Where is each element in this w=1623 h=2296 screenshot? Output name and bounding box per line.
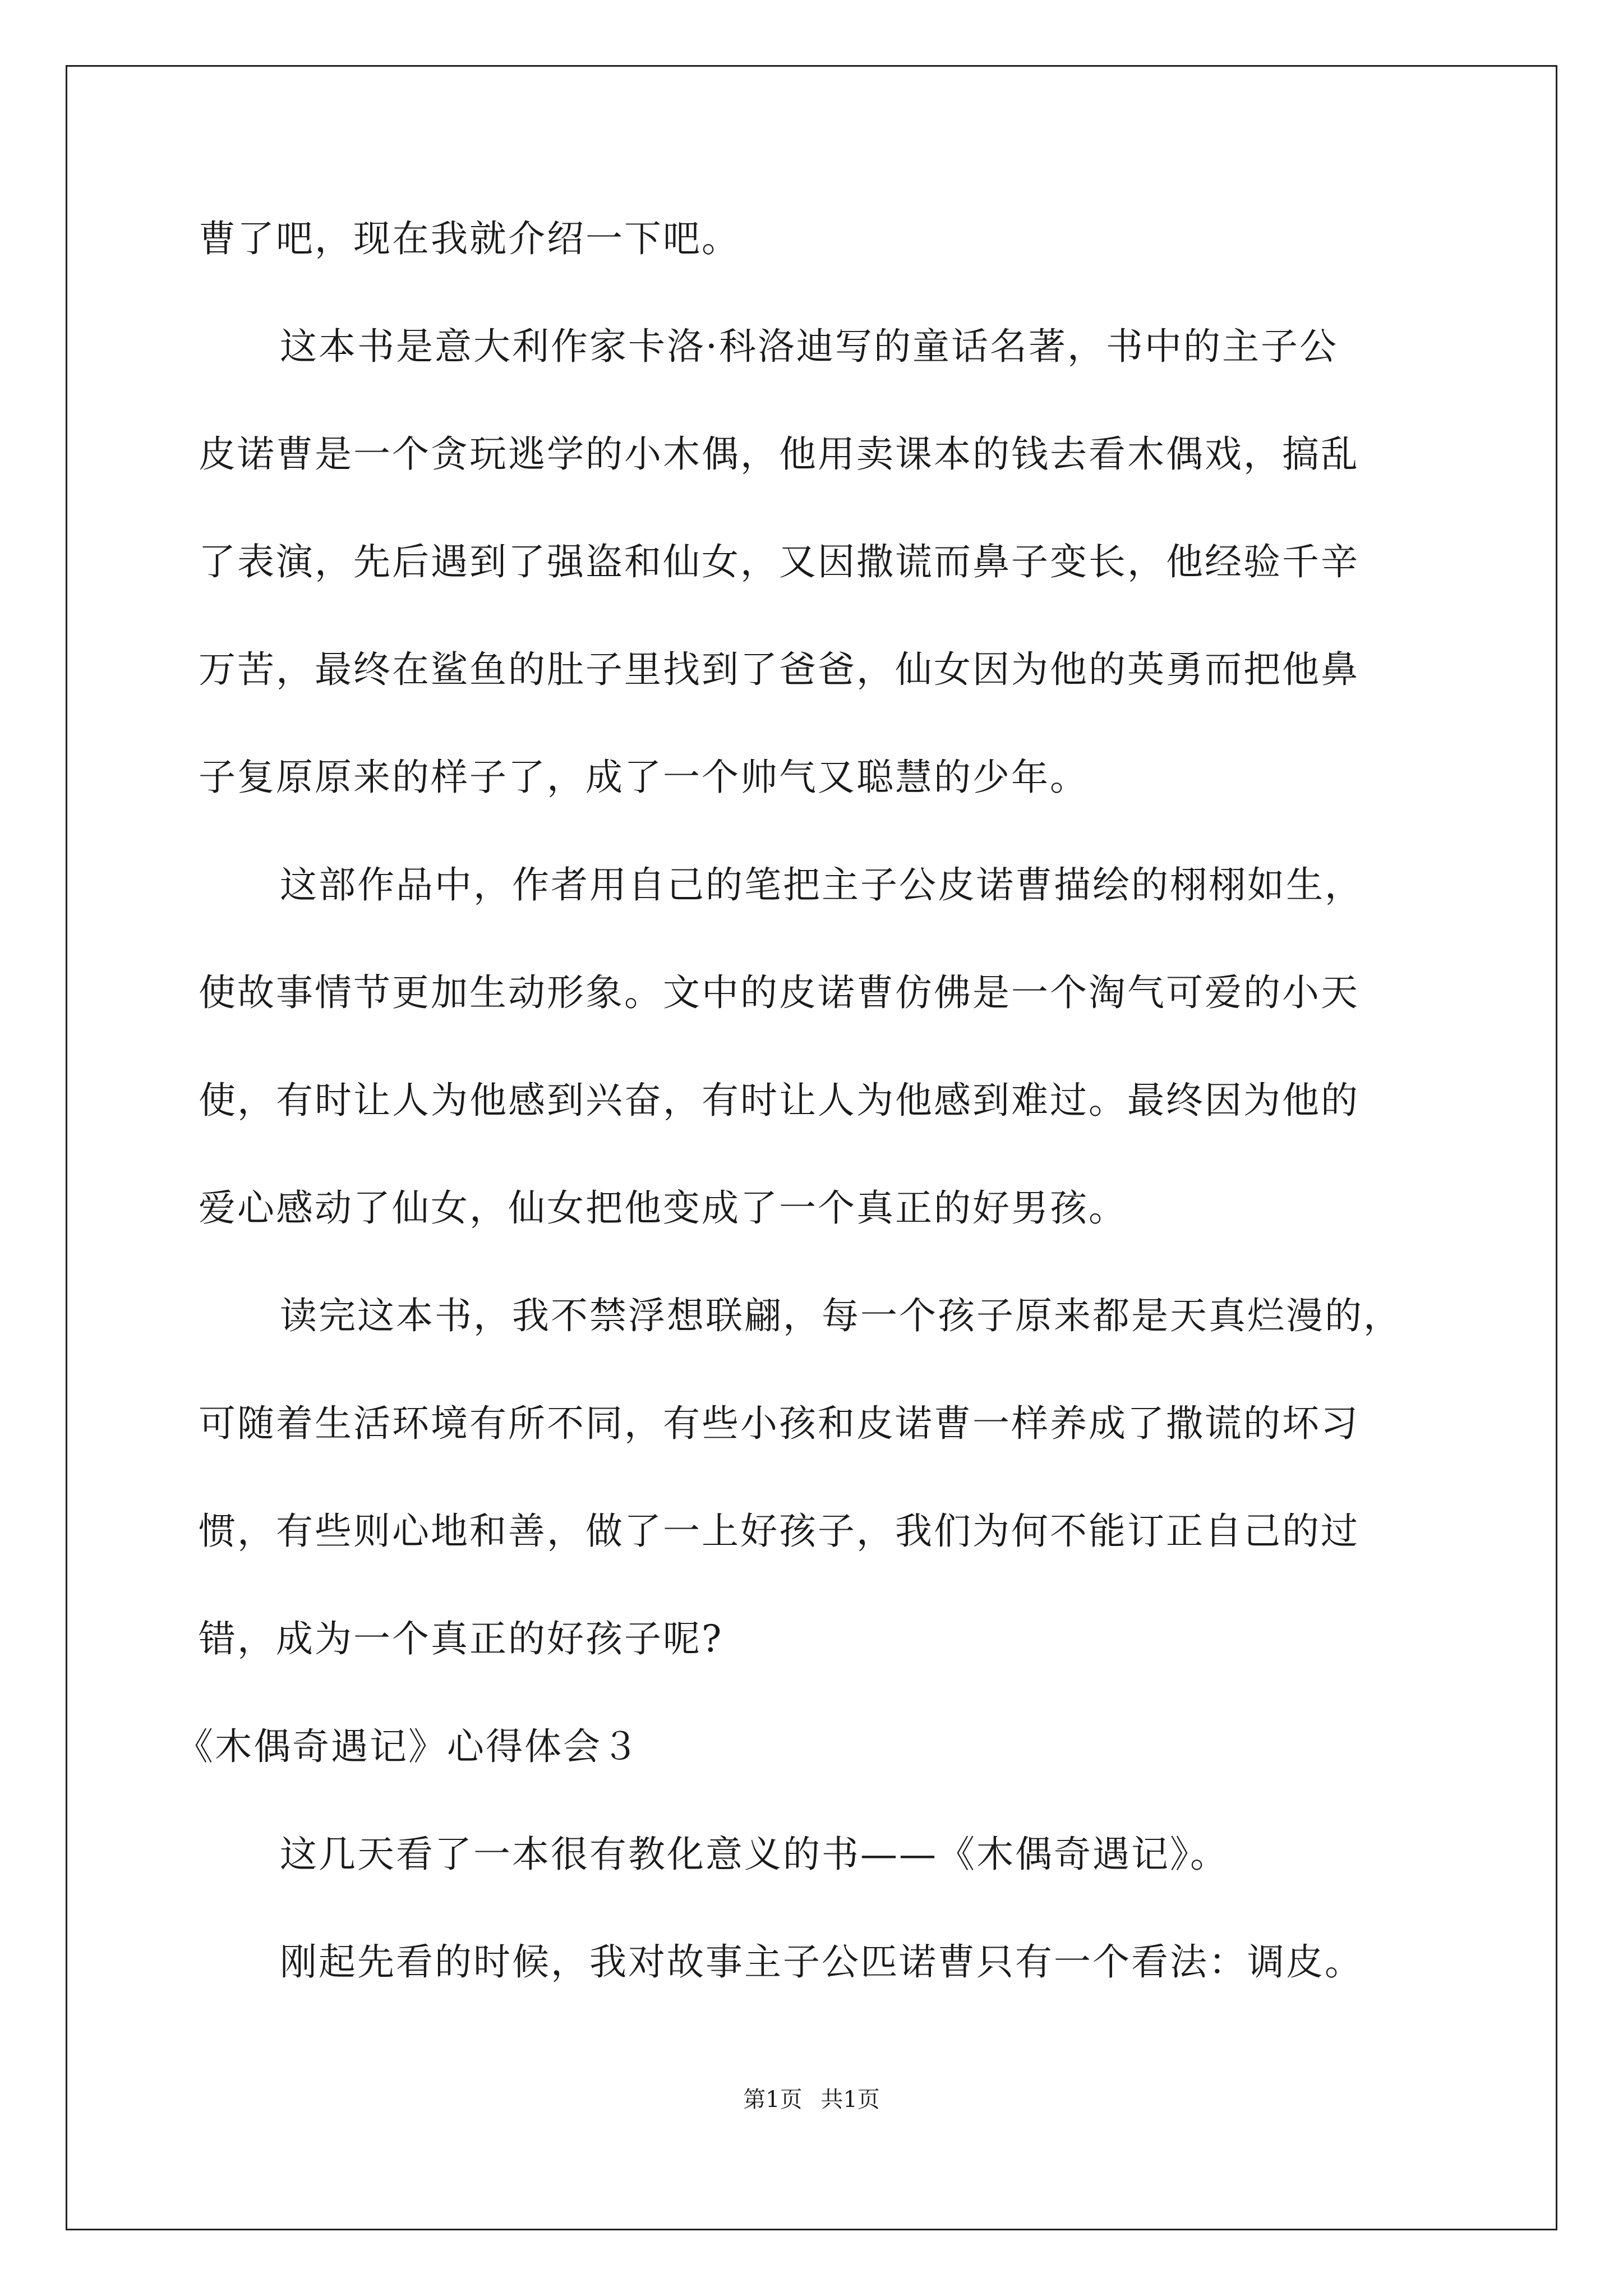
section-heading: 《木偶奇遇记》心得体会３ xyxy=(176,1725,640,1768)
text-line: 刚起先看的时候，我对故事主子公匹诺曹只有一个看法：调皮。 xyxy=(280,1940,1363,1984)
page-footer xyxy=(0,2086,1623,2114)
text-line: 这部作品中，作者用自己的笔把主子公皮诺曹描绘的栩栩如生， xyxy=(280,863,1363,907)
text-line: 皮诺曹是一个贪玩逃学的小木偶，他用卖课本的钱去看木偶戏，搞乱 xyxy=(199,432,1359,476)
text-line: 这几天看了一本很有教化意义的书——《木偶奇遇记》。 xyxy=(280,1833,1229,1876)
page-total: 共1页 xyxy=(820,2087,880,2113)
text-line: 使，有时让人为他感到兴奋，有时让人为他感到难过。最终因为他的 xyxy=(199,1079,1359,1122)
text-line: 了表演，先后遇到了强盗和仙女，又因撒谎而鼻子变长，他经验千辛 xyxy=(199,540,1359,583)
text-line: 万苦，最终在鲨鱼的肚子里找到了爸爸，仙女因为他的英勇而把他鼻 xyxy=(199,648,1359,691)
text-line: 爱心感动了仙女，仙女把他变成了一个真正的好男孩。 xyxy=(199,1186,1127,1230)
text-line: 惯，有些则心地和善，做了一上好孩子，我们为何不能订正自己的过 xyxy=(199,1510,1359,1553)
text-line: 错，成为一个真正的好孩子呢? xyxy=(199,1617,723,1660)
text-line: 曹了吧，现在我就介绍一下吧。 xyxy=(199,217,740,260)
text-line: 这本书是意大利作家卡洛·科洛迪写的童话名著，书中的主子公 xyxy=(280,325,1338,368)
text-line: 读完这本书，我不禁浮想联翩，每一个孩子原来都是天真烂漫的， xyxy=(280,1294,1402,1337)
document-body xyxy=(176,212,1432,2043)
page-number: 第1页 xyxy=(743,2087,803,2113)
text-line: 子复原原来的样子了，成了一个帅气又聪慧的少年。 xyxy=(199,756,1089,799)
text-line: 可随着生活环境有所不同，有些小孩和皮诺曹一样养成了撒谎的坏习 xyxy=(199,1402,1359,1445)
text-line: 使故事情节更加生动形象。文中的皮诺曹仿佛是一个淘气可爱的小天 xyxy=(199,971,1359,1014)
